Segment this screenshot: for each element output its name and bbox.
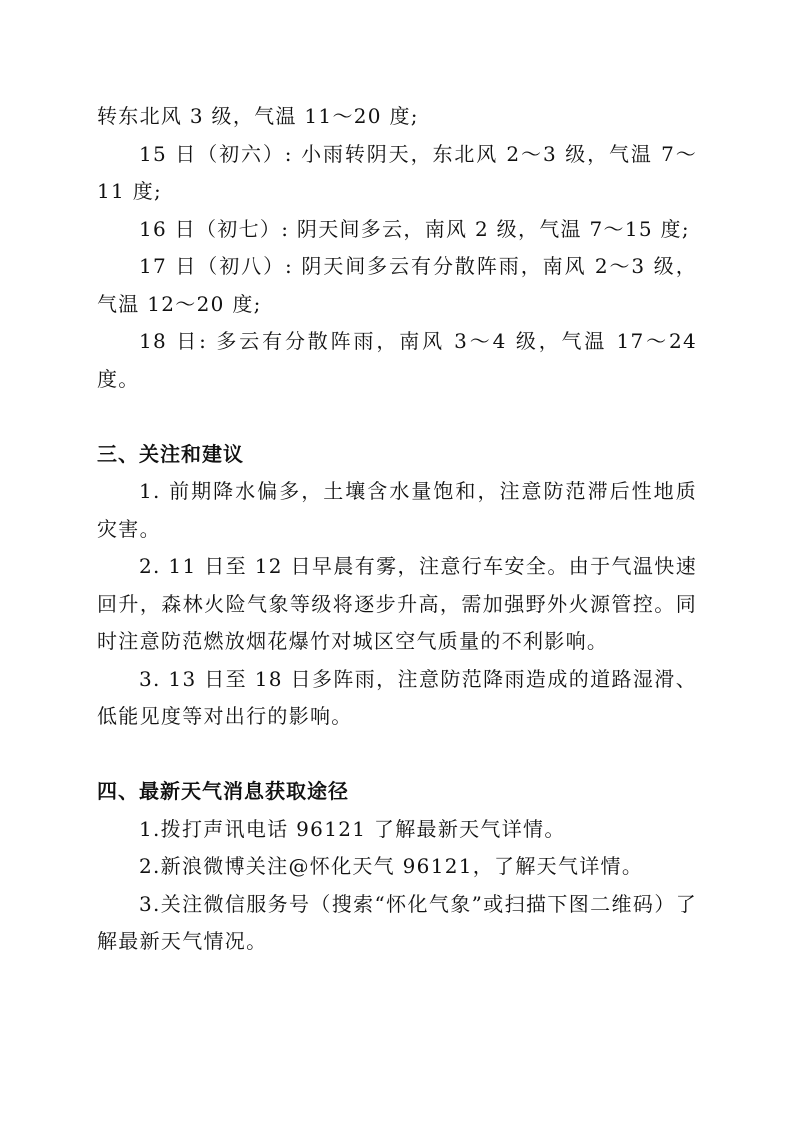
forecast-continuation: 转东北风 3 级，气温 11～20 度; (97, 104, 419, 128)
forecast-day-18: 18 日: 多云有分散阵雨，南风 3～4 级，气温 17～24 度。 (97, 329, 697, 391)
document-body (97, 98, 697, 961)
section-spacer (97, 736, 697, 774)
section-heading-info-channels: 四、最新天气消息获取途径 (97, 779, 349, 803)
channel-item-3: 3.关注微信服务号（搜索“怀化气象”或扫描下图二维码）了解最新天气情况。 (97, 891, 697, 953)
suggestion-item-1: 1. 前期降水偏多，土壤含水量饱和，注意防范滞后性地质灾害。 (97, 479, 697, 541)
channel-item-1: 1.拨打声讯电话 96121 了解最新天气详情。 (139, 816, 566, 841)
channel-item-2: 2.新浪微博关注@怀化天气 96121，了解天气详情。 (139, 854, 644, 878)
section-heading-suggestions: 三、关注和建议 (97, 441, 244, 466)
suggestion-item-3: 3. 13 日至 18 日多阵雨，注意防范降雨造成的道路湿滑、低能见度等对出行的影响。 (97, 666, 697, 728)
forecast-day-16: 16 日（初七）: 阴天间多云，南风 2 级，气温 7～15 度; (139, 216, 690, 241)
section-spacer (97, 398, 697, 436)
forecast-day-17: 17 日（初八）: 阴天间多云有分散阵雨，南风 2～3 级，气温 12～20 度; (97, 254, 697, 316)
forecast-day-15: 15 日（初六）: 小雨转阴天，东北风 2～3 级，气温 7～11 度; (97, 141, 697, 203)
suggestion-item-2: 2. 11 日至 12 日早晨有雾，注意行车安全。由于气温快速回升，森林火险气象等级将逐步升高，需加强野外火源管控。同时注意防范燃放烟花爆竹对城区空气质量的不利影响。 (97, 554, 697, 653)
